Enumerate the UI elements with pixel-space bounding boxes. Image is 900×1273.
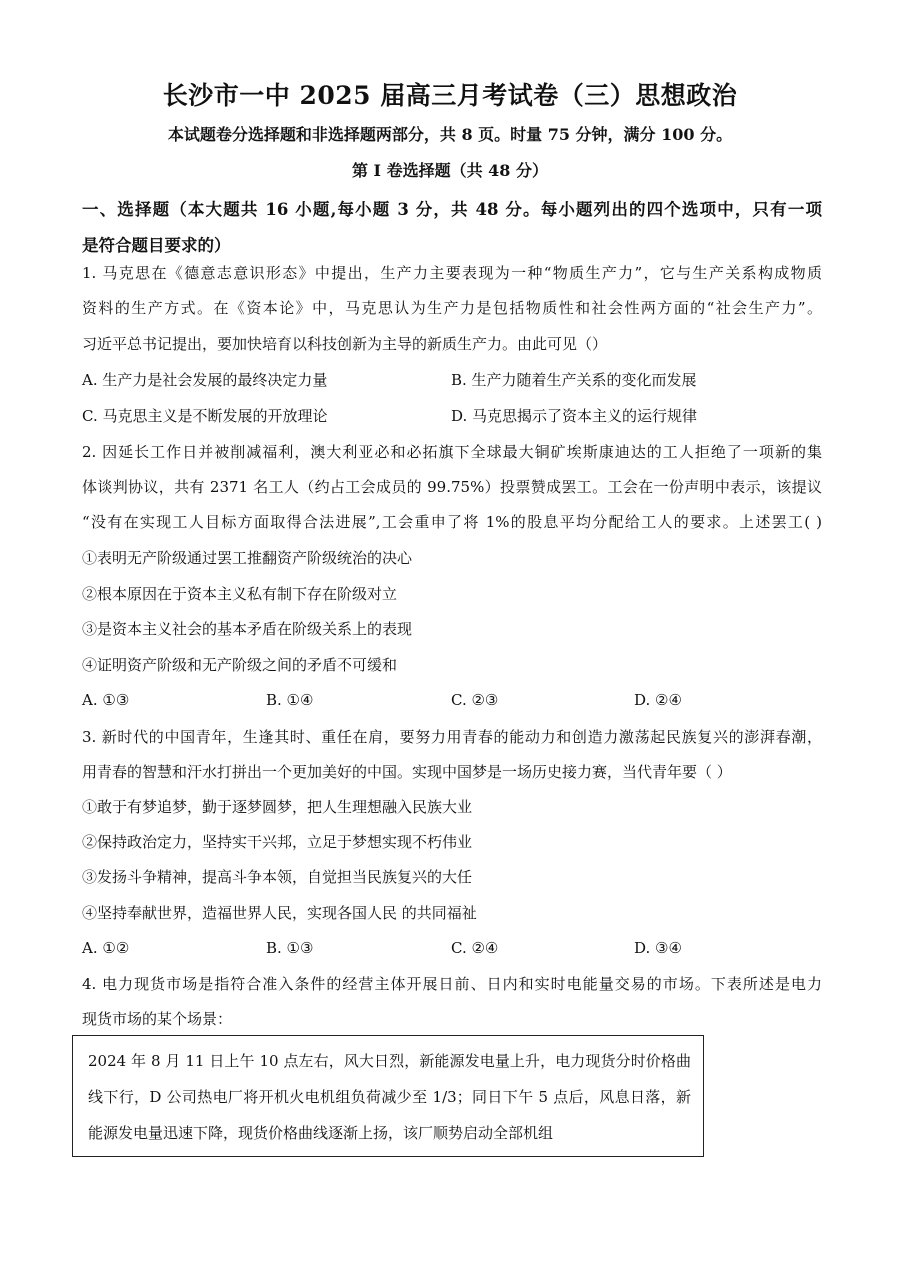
q4-stem-line-1: 4. 电力现货市场是指符合准入条件的经营主体开展日前、日内和实时电能量交易的市场。下表所述是电力: [82, 975, 822, 993]
exam-subtitle: 本试题卷分选择题和非选择题两部分，共 8 页。时量 75 分钟，满分 100 分。: [167, 125, 733, 144]
section-heading-line-1: 一、选择题（本大题共 16 小题,每小题 3 分，共 48 分。每小题列出的四个选项中，只有一项: [82, 200, 822, 219]
q3-item-4: ④坚持奉献世界，造福世界人民，实现各国人民 的共同福祉: [82, 904, 477, 922]
section-heading-line-2: 是符合题目要求的）: [82, 236, 231, 255]
q3-option-a: A. ①②: [82, 939, 130, 957]
q3-item-3: ③发扬斗争精神，提高斗争本领，自觉担当民族复兴的大任: [82, 868, 473, 886]
q2-stem-line-3: “没有在实现工人目标方面取得合法进展”,工会重申了将 1%的股息平均分配给工人的要求。上述罢工( ): [82, 513, 822, 531]
section-heading: [82, 192, 822, 264]
q1-option-a: A. 生产力是社会发展的最终决定力量: [82, 371, 328, 389]
q2-item-1: ①表明无产阶级通过罢工推翻资产阶级统治的决心: [82, 549, 413, 567]
q1-stem-line-2: 资料的生产方式。在《资本论》中，马克思认为生产力是包括物质性和社会性两方面的“社会生产力”。: [82, 299, 822, 317]
scenario-line-2: 线下行，D 公司热电厂将开机火电机组负荷减少至 1/3；同日下午 5 点后，风息日落，新: [88, 1088, 691, 1106]
q2-option-a: A. ①③: [82, 691, 130, 709]
q2-option-c: C. ②③: [451, 691, 499, 709]
q3-item-2: ②保持政治定力，坚持实干兴邦，立足于梦想实现不朽伟业: [82, 833, 473, 851]
q2-stem-line-1: 2. 因延长工作日并被削减福利，澳大利亚必和必拓旗下全球最大铜矿埃斯康迪达的工人拒绝了一项新的集: [82, 443, 822, 461]
q1-stem-line-3: 习近平总书记提出，要加快培育以科技创新为主导的新质生产力。由此可见（）: [82, 335, 608, 353]
q3-item-1: ①敢于有梦追梦，勤于逐梦圆梦，把人生理想融入民族大业: [82, 798, 473, 816]
scenario-line-3: 能源发电量迅速下降，现货价格曲线逐渐上扬，该厂顺势启动全部机组: [88, 1124, 554, 1142]
q2-item-4: ④证明资产阶级和无产阶级之间的矛盾不可缓和: [82, 656, 398, 674]
q2-item-2: ②根本原因在于资本主义私有制下存在阶级对立: [82, 585, 398, 603]
part-title: 第 I 卷选择题（共 48 分）: [351, 161, 549, 180]
q2-option-d: D. ②④: [634, 691, 682, 709]
scenario-line-1: 2024 年 8 月 11 日上午 10 点左右，风大日烈，新能源发电量上升，电力现货分时价格曲: [88, 1052, 691, 1070]
q2-stem-line-2: 体谈判协议，共有 2371 名工人（约占工会成员的 99.75%）投票赞成罢工。工会在一份声明中表示，该提议: [82, 478, 822, 496]
q4-stem-line-2: 现货市场的某个场景：: [82, 1010, 233, 1028]
q2-item-3: ③是资本主义社会的基本矛盾在阶级关系上的表现: [82, 620, 413, 638]
q3-stem-line-1: 3. 新时代的中国青年，生逢其时、重任在肩，要努力用青春的能动力和创造力激荡起民族复兴的澎湃春潮，: [82, 728, 822, 746]
q3-stem-line-2: 用青春的智慧和汗水打拼出一个更加美好的中国。实现中国梦是一场历史接力赛，当代青年要（ ）: [82, 763, 732, 781]
q3-option-d: D. ③④: [634, 939, 682, 957]
q3-option-b: B. ①③: [266, 939, 314, 957]
q1-option-b: B. 生产力随着生产关系的变化而发展: [451, 371, 697, 389]
scenario-box: [72, 1035, 704, 1157]
q2-option-b: B. ①④: [266, 691, 314, 709]
q1-option-d: D. 马克思揭示了资本主义的运行规律: [451, 407, 698, 425]
q1-option-c: C. 马克思主义是不断发展的开放理论: [82, 407, 328, 425]
q3-option-c: C. ②④: [451, 939, 499, 957]
exam-title: 长沙市一中 2025 届高三月考试卷（三）思想政治: [162, 81, 738, 110]
q1-stem-line-1: 1. 马克思在《德意志意识形态》中提出，生产力主要表现为一种“物质生产力”，它与生产关系构成物质: [82, 264, 822, 282]
